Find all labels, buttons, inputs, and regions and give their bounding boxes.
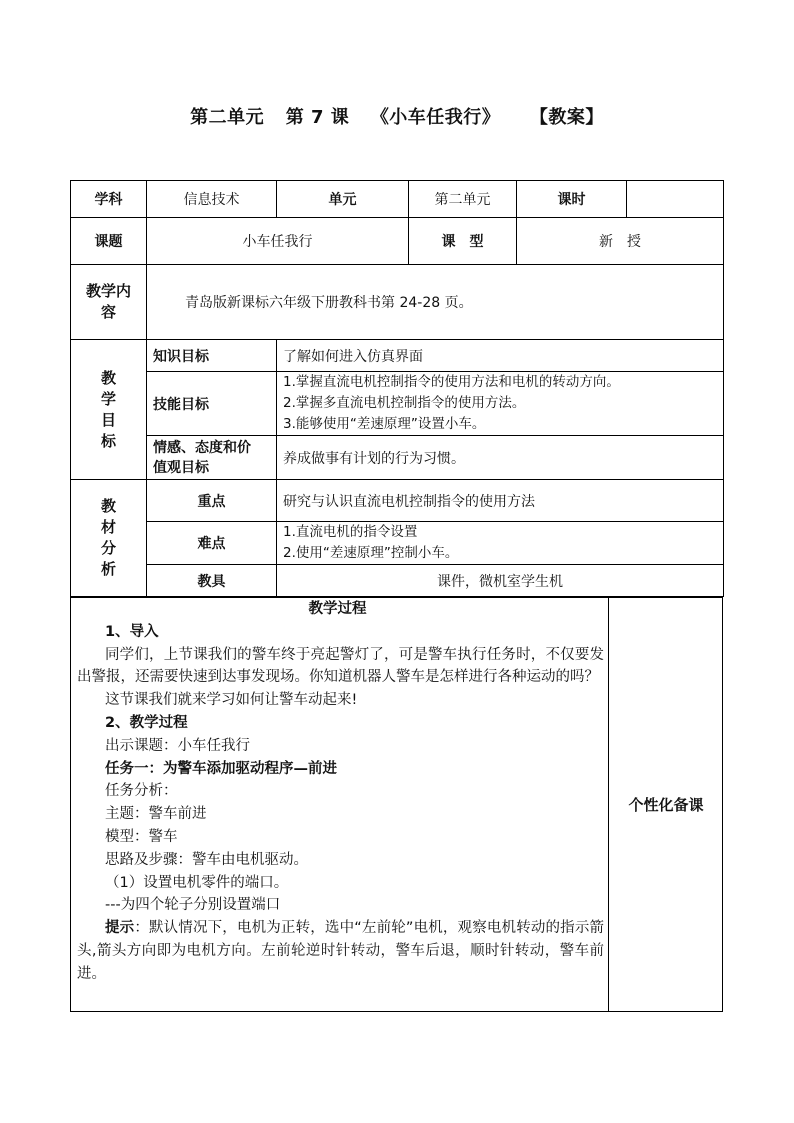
unit-label: 单元	[277, 181, 409, 218]
hours-value	[627, 181, 724, 218]
intro-paragraph: 同学们，上节课我们的警车终于亮起警灯了，可是警车执行任务时，不仅要发出警报，还需要快速到达事发现场。你知道机器人警车是怎样进行各种运动的吗？	[77, 646, 604, 686]
title-lesson: 第 7 课	[285, 107, 350, 128]
key-value: 研究与认识直流电机控制指令的使用方法	[277, 480, 724, 522]
teaching-process-section	[70, 597, 723, 1012]
knowledge-label: 知识目标	[147, 340, 277, 372]
title-tag: 【教案】	[529, 107, 604, 128]
process-line: 思路及步骤：警车由电机驱动。	[105, 851, 308, 868]
process-title: 教学过程	[308, 601, 367, 617]
tip-paragraph	[77, 917, 604, 985]
content-label: 教学内容	[71, 265, 147, 340]
section-heading-intro: 1、导入	[105, 623, 159, 640]
difficult-line: 1.直流电机的指令设置	[283, 524, 418, 540]
subject-value: 信息技术	[147, 181, 277, 218]
type-label: 课 型	[409, 218, 517, 265]
process-line: 主题：警车前进	[105, 806, 207, 823]
analysis-label: 教 材 分 析	[71, 480, 147, 597]
personalized-prep-label: 个性化备课	[628, 796, 704, 814]
subject-label: 学科	[71, 181, 147, 218]
skill-label: 技能目标	[147, 372, 277, 436]
difficult-value	[277, 522, 724, 565]
document-title	[0, 103, 794, 129]
difficult-line: 2.使用“差速原理”控制小车。	[283, 545, 459, 561]
process-content	[77, 598, 604, 986]
content-value: 青岛版新课标六年级下册教科书第 24-28 页。	[147, 265, 724, 340]
objectives-label: 教 学 目 标	[71, 340, 147, 480]
knowledge-value: 了解如何进入仿真界面	[277, 340, 724, 372]
tip-text: ：默认情况下，电机为正转，选中“左前轮”电机，观察电机转动的指示箭头,箭头方向即为电机方向。左前轮逆时针转动，警车后退，顺时针转动，警车前进。	[77, 920, 604, 982]
lesson-info-table	[70, 180, 724, 597]
tools-label: 教具	[147, 565, 277, 597]
task-one-heading: 任务一：为警车添加驱动程序—前进	[105, 760, 337, 777]
type-value: 新 授	[517, 218, 724, 265]
unit-value: 第二单元	[409, 181, 517, 218]
skill-line: 3.能够使用“差速原理”设置小车。	[283, 416, 486, 432]
tip-label: 提示	[105, 920, 135, 937]
topic-label: 课题	[71, 218, 147, 265]
tools-value: 课件，微机室学生机	[277, 565, 724, 597]
process-line: 出示课题：小车任我行	[105, 737, 250, 754]
title-unit: 第二单元	[190, 107, 265, 128]
difficult-label: 难点	[147, 522, 277, 565]
intro-closing: 这节课我们就来学习如何让警车动起来!	[105, 692, 358, 709]
topic-value: 小车任我行	[147, 218, 409, 265]
emotion-label: 情感、态度和价 值观目标	[147, 436, 277, 480]
process-step: （1）设置电机零件的端口。	[105, 874, 289, 891]
emotion-value: 养成做事有计划的行为习惯。	[277, 436, 724, 480]
skill-value	[277, 372, 724, 436]
process-line: ---为四个轮子分别设置端口	[105, 897, 281, 914]
skill-line: 2.掌握多直流电机控制指令的使用方法。	[283, 395, 526, 411]
skill-line: 1.掌握直流电机控制指令的使用方法和电机的转动方向。	[283, 374, 620, 390]
hours-label: 课时	[517, 181, 627, 218]
section-heading-process: 2、教学过程	[105, 714, 188, 731]
process-line: 任务分析：	[105, 783, 178, 800]
process-line: 模型：警车	[105, 828, 178, 845]
key-label: 重点	[147, 480, 277, 522]
title-name: 《小车任我行》	[370, 107, 501, 128]
